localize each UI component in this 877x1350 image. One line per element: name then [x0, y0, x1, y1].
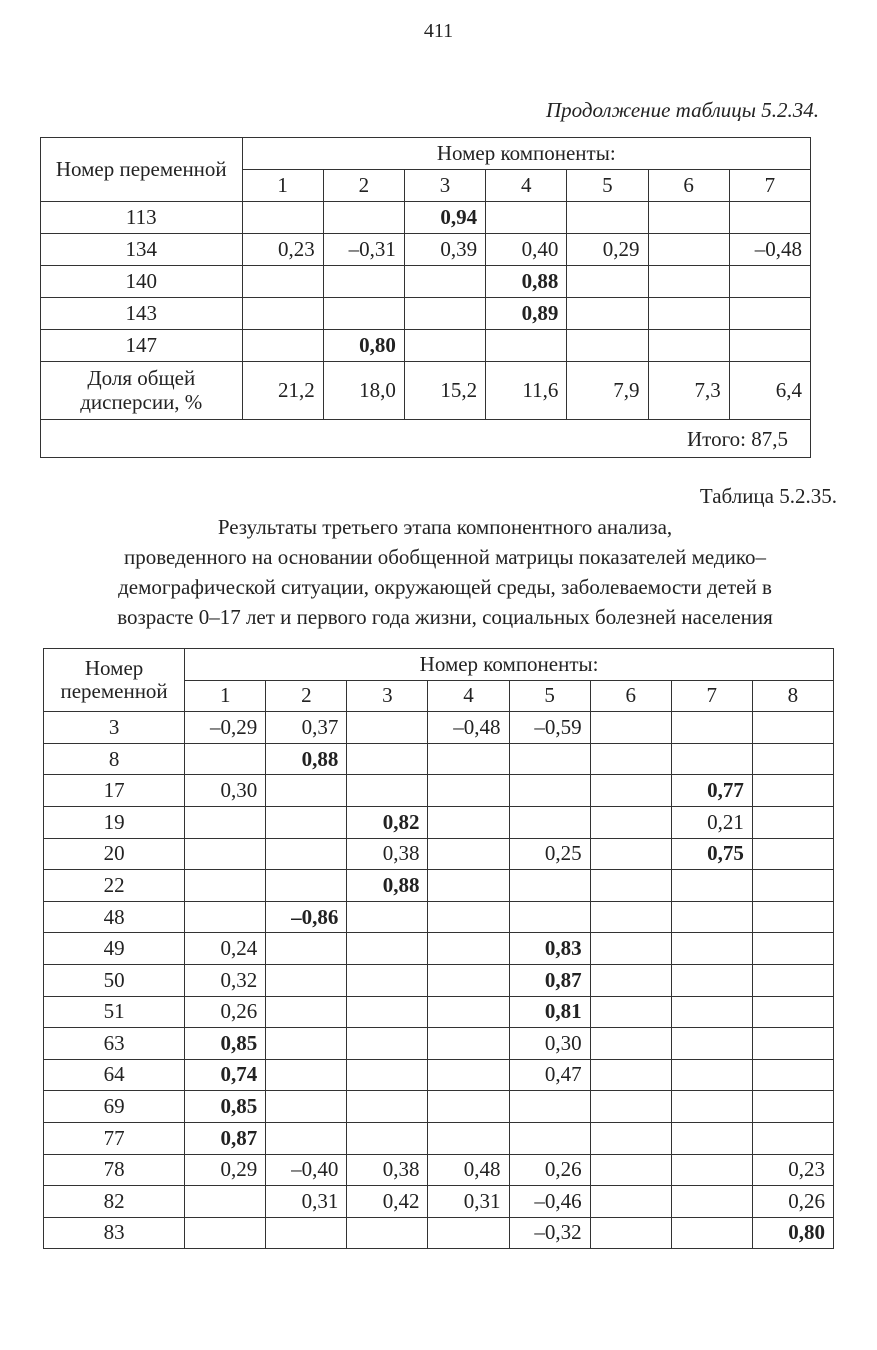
loading-cell	[590, 1154, 671, 1186]
loading-cell	[567, 330, 648, 362]
loading-cell	[266, 1122, 347, 1154]
loading-cell: 0,89	[486, 298, 567, 330]
column-header: 5	[567, 170, 648, 202]
loading-cell: 0,38	[347, 838, 428, 870]
loading-cell	[671, 1091, 752, 1123]
loading-cell	[752, 838, 833, 870]
loading-cell: 0,83	[509, 933, 590, 965]
loading-cell	[752, 1059, 833, 1091]
loading-cell	[509, 743, 590, 775]
loading-cell	[428, 901, 509, 933]
caption-line: возрасте 0–17 лет и первого года жизни, социальных болезней населения	[117, 605, 773, 629]
loading-cell: 0,77	[671, 775, 752, 807]
column-header: 3	[404, 170, 485, 202]
loading-cell: 0,80	[323, 330, 404, 362]
loading-cell: –0,48	[428, 712, 509, 744]
table-row	[44, 996, 834, 1028]
loading-cell	[567, 202, 648, 234]
loading-cell: 0,88	[486, 266, 567, 298]
loading-cell	[590, 1217, 671, 1249]
header-variable-number: Номер переменной	[41, 138, 243, 202]
variable-number-cell: 22	[44, 870, 185, 902]
loading-cell	[323, 298, 404, 330]
loading-cell	[590, 1186, 671, 1218]
loading-cell	[752, 806, 833, 838]
loading-cell	[428, 933, 509, 965]
loading-cell	[590, 806, 671, 838]
column-header: 7	[671, 680, 752, 712]
table-row	[44, 1154, 834, 1186]
loading-cell: 0,29	[185, 1154, 266, 1186]
loading-cell	[428, 1028, 509, 1060]
column-header: 6	[648, 170, 729, 202]
variance-share-cell: 7,3	[648, 362, 729, 420]
table-caption	[50, 512, 840, 632]
column-header: 4	[486, 170, 567, 202]
column-header: 6	[590, 680, 671, 712]
loading-cell: 0,88	[347, 870, 428, 902]
loading-cell	[185, 901, 266, 933]
loading-cell	[671, 964, 752, 996]
total-cell: Итого: 87,5	[41, 420, 811, 458]
loading-cell	[648, 234, 729, 266]
variance-share-cell: 6,4	[729, 362, 810, 420]
loading-cell: 0,31	[428, 1186, 509, 1218]
column-header: 5	[509, 680, 590, 712]
loading-cell	[347, 964, 428, 996]
loading-cell: 0,75	[671, 838, 752, 870]
loading-cell	[509, 901, 590, 933]
loading-cell: 0,25	[509, 838, 590, 870]
loading-cell	[266, 1091, 347, 1123]
variable-number-cell: 134	[41, 234, 243, 266]
table-5-2-34-continuation	[40, 137, 811, 458]
loading-cell	[347, 933, 428, 965]
loading-cell: 0,87	[185, 1122, 266, 1154]
table-row	[44, 1217, 834, 1249]
variable-number-cell: 48	[44, 901, 185, 933]
loading-cell	[752, 996, 833, 1028]
loading-cell: 0,85	[185, 1028, 266, 1060]
header-variable-number: Номер переменной	[44, 649, 185, 712]
loading-cell	[185, 1186, 266, 1218]
table-row	[41, 202, 811, 234]
loading-cell	[486, 202, 567, 234]
loading-cell	[428, 964, 509, 996]
variable-number-cell: 83	[44, 1217, 185, 1249]
loading-cell	[590, 712, 671, 744]
loading-cell	[590, 1028, 671, 1060]
table-row	[44, 806, 834, 838]
table-row	[44, 1122, 834, 1154]
loading-cell	[323, 202, 404, 234]
loading-cell	[428, 1217, 509, 1249]
loading-cell	[428, 1059, 509, 1091]
variable-number-cell: 69	[44, 1091, 185, 1123]
loading-cell	[242, 202, 323, 234]
total-row	[41, 420, 811, 458]
loading-cell	[590, 775, 671, 807]
loading-cell	[671, 1186, 752, 1218]
column-header: 3	[347, 680, 428, 712]
loading-cell: 0,74	[185, 1059, 266, 1091]
loading-cell: 0,80	[752, 1217, 833, 1249]
loading-cell	[428, 1091, 509, 1123]
loading-cell	[185, 870, 266, 902]
variable-number-cell: 78	[44, 1154, 185, 1186]
loading-cell	[428, 1122, 509, 1154]
header-component-number: Номер компоненты:	[242, 138, 810, 170]
loading-cell: 0,32	[185, 964, 266, 996]
loading-cell	[671, 1028, 752, 1060]
caption-line: Результаты третьего этапа компонентного анализа,	[217, 515, 673, 539]
variable-number-cell: 51	[44, 996, 185, 1028]
loading-cell	[266, 933, 347, 965]
loading-cell: 0,30	[509, 1028, 590, 1060]
loading-cell	[347, 996, 428, 1028]
loading-cell: 0,37	[266, 712, 347, 744]
loading-cell	[509, 1091, 590, 1123]
loading-cell: 0,94	[404, 202, 485, 234]
loading-cell: 0,87	[509, 964, 590, 996]
variance-share-cell: 7,9	[567, 362, 648, 420]
loading-cell	[729, 202, 810, 234]
loading-cell	[428, 996, 509, 1028]
table-row	[44, 901, 834, 933]
loading-cell	[428, 743, 509, 775]
loading-cell	[323, 266, 404, 298]
column-header: 1	[242, 170, 323, 202]
loading-cell: –0,48	[729, 234, 810, 266]
table-row	[44, 712, 834, 744]
loading-cell: 0,38	[347, 1154, 428, 1186]
loading-cell	[671, 1217, 752, 1249]
table-row	[44, 743, 834, 775]
loading-cell	[486, 330, 567, 362]
variable-number-cell: 19	[44, 806, 185, 838]
loading-cell	[590, 838, 671, 870]
loading-cell: 0,26	[185, 996, 266, 1028]
loading-cell	[752, 743, 833, 775]
loading-cell	[590, 743, 671, 775]
loading-cell	[648, 266, 729, 298]
variable-number-cell: 63	[44, 1028, 185, 1060]
variable-number-cell: 82	[44, 1186, 185, 1218]
loading-cell	[648, 298, 729, 330]
loading-cell	[428, 838, 509, 870]
column-header: 4	[428, 680, 509, 712]
page-number: 411	[423, 20, 454, 42]
table-row	[44, 1186, 834, 1218]
loading-cell	[590, 870, 671, 902]
loading-cell: 0,88	[266, 743, 347, 775]
variable-number-cell: 147	[41, 330, 243, 362]
loading-cell	[509, 806, 590, 838]
loading-cell	[752, 1091, 833, 1123]
caption-line: демографической ситуации, окружающей среды, заболеваемости детей в	[118, 575, 772, 599]
loading-cell	[404, 298, 485, 330]
table-row	[41, 330, 811, 362]
table-number: Таблица 5.2.35.	[699, 484, 837, 508]
loading-cell	[509, 870, 590, 902]
table-continuation-label: Продолжение таблицы 5.2.34.	[545, 98, 819, 122]
loading-cell	[671, 1154, 752, 1186]
loading-cell	[347, 901, 428, 933]
loading-cell	[752, 712, 833, 744]
loading-cell	[428, 775, 509, 807]
loading-cell	[752, 1028, 833, 1060]
loading-cell	[671, 743, 752, 775]
variable-number-cell: 50	[44, 964, 185, 996]
loading-cell	[671, 1122, 752, 1154]
column-header: 8	[752, 680, 833, 712]
column-header: 1	[185, 680, 266, 712]
loading-cell	[590, 1091, 671, 1123]
variance-share-cell: 15,2	[404, 362, 485, 420]
loading-cell: –0,29	[185, 712, 266, 744]
loading-cell	[729, 330, 810, 362]
variable-number-cell: 20	[44, 838, 185, 870]
table-5-2-35	[43, 648, 834, 1249]
loading-cell: 0,21	[671, 806, 752, 838]
loading-cell	[428, 870, 509, 902]
loading-cell: –0,31	[323, 234, 404, 266]
loading-cell	[752, 901, 833, 933]
loading-cell: 0,23	[242, 234, 323, 266]
loading-cell	[404, 330, 485, 362]
table-row	[44, 1059, 834, 1091]
loading-cell	[266, 1217, 347, 1249]
loading-cell	[266, 964, 347, 996]
loading-cell: 0,81	[509, 996, 590, 1028]
table-row	[44, 775, 834, 807]
column-header: 2	[266, 680, 347, 712]
loading-cell	[752, 964, 833, 996]
loading-cell	[428, 806, 509, 838]
loading-cell	[266, 1059, 347, 1091]
variable-number-cell: 8	[44, 743, 185, 775]
loading-cell: 0,24	[185, 933, 266, 965]
loading-cell	[590, 1122, 671, 1154]
loading-cell	[185, 838, 266, 870]
loading-cell	[185, 806, 266, 838]
loading-cell	[590, 1059, 671, 1091]
column-header: 7	[729, 170, 810, 202]
variable-number-cell: 17	[44, 775, 185, 807]
loading-cell	[347, 1091, 428, 1123]
loading-cell: 0,26	[752, 1186, 833, 1218]
loading-cell: –0,86	[266, 901, 347, 933]
variable-number-cell: 143	[41, 298, 243, 330]
loading-cell	[266, 1028, 347, 1060]
loading-cell	[752, 775, 833, 807]
variable-number-cell: 140	[41, 266, 243, 298]
loading-cell	[729, 298, 810, 330]
variance-share-cell: 11,6	[486, 362, 567, 420]
loading-cell	[752, 870, 833, 902]
loading-cell: 0,40	[486, 234, 567, 266]
loading-cell	[347, 712, 428, 744]
loading-cell: 0,30	[185, 775, 266, 807]
loading-cell	[671, 1059, 752, 1091]
loading-cell	[266, 870, 347, 902]
loading-cell: 0,42	[347, 1186, 428, 1218]
variable-number-cell: 49	[44, 933, 185, 965]
loading-cell	[242, 298, 323, 330]
loading-cell: –0,32	[509, 1217, 590, 1249]
loading-cell	[347, 1028, 428, 1060]
table-row	[44, 964, 834, 996]
loading-cell	[242, 330, 323, 362]
loading-cell: –0,40	[266, 1154, 347, 1186]
loading-cell	[671, 901, 752, 933]
loading-cell	[347, 1122, 428, 1154]
loading-cell	[567, 266, 648, 298]
loading-cell	[404, 266, 485, 298]
table-row	[44, 933, 834, 965]
loading-cell: 0,82	[347, 806, 428, 838]
variance-share-row	[41, 362, 811, 420]
loading-cell	[347, 1059, 428, 1091]
loading-cell	[671, 933, 752, 965]
loading-cell: 0,48	[428, 1154, 509, 1186]
loading-cell	[347, 743, 428, 775]
loading-cell	[266, 996, 347, 1028]
loading-cell	[648, 202, 729, 234]
loading-cell	[671, 712, 752, 744]
loading-cell	[590, 933, 671, 965]
loading-cell	[671, 870, 752, 902]
caption-line: проведенного на основании обобщенной матрицы показателей медико–	[124, 545, 766, 569]
loading-cell	[729, 266, 810, 298]
loading-cell	[266, 775, 347, 807]
loading-cell	[509, 775, 590, 807]
loading-cell	[266, 838, 347, 870]
loading-cell	[590, 964, 671, 996]
table-row	[44, 870, 834, 902]
header-component-number: Номер компоненты:	[185, 649, 834, 681]
table-row	[44, 838, 834, 870]
loading-cell: 0,31	[266, 1186, 347, 1218]
loading-cell: 0,26	[509, 1154, 590, 1186]
column-header: 2	[323, 170, 404, 202]
loading-cell: 0,23	[752, 1154, 833, 1186]
loading-cell: 0,39	[404, 234, 485, 266]
table-row	[44, 1091, 834, 1123]
variance-share-cell: 21,2	[242, 362, 323, 420]
variance-share-label: Доля общей дисперсии, %	[41, 362, 243, 420]
loading-cell	[185, 743, 266, 775]
loading-cell	[648, 330, 729, 362]
table-row	[41, 266, 811, 298]
loading-cell	[347, 1217, 428, 1249]
loading-cell	[752, 933, 833, 965]
loading-cell: –0,46	[509, 1186, 590, 1218]
variable-number-cell: 64	[44, 1059, 185, 1091]
table-row	[41, 234, 811, 266]
variable-number-cell: 77	[44, 1122, 185, 1154]
loading-cell	[185, 1217, 266, 1249]
loading-cell	[567, 298, 648, 330]
loading-cell	[509, 1122, 590, 1154]
loading-cell	[347, 775, 428, 807]
loading-cell	[266, 806, 347, 838]
loading-cell: 0,47	[509, 1059, 590, 1091]
loading-cell	[590, 996, 671, 1028]
table-row	[44, 1028, 834, 1060]
loading-cell	[671, 996, 752, 1028]
loading-cell	[242, 266, 323, 298]
loading-cell: 0,29	[567, 234, 648, 266]
loading-cell: –0,59	[509, 712, 590, 744]
loading-cell: 0,85	[185, 1091, 266, 1123]
variable-number-cell: 3	[44, 712, 185, 744]
table-row	[41, 298, 811, 330]
variable-number-cell: 113	[41, 202, 243, 234]
variance-share-cell: 18,0	[323, 362, 404, 420]
loading-cell	[590, 901, 671, 933]
loading-cell	[752, 1122, 833, 1154]
